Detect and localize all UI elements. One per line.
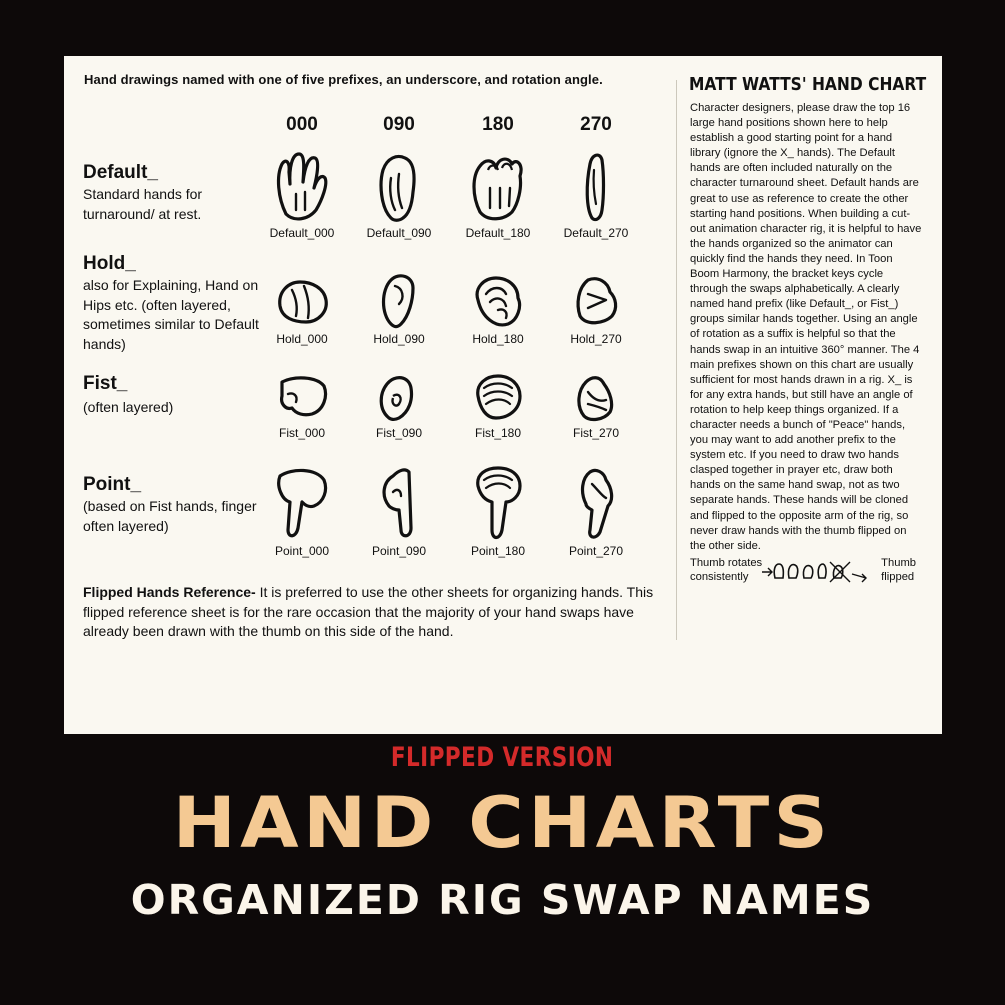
hand-fist-090 [359, 370, 439, 440]
row-title-default: Default_ [83, 162, 158, 183]
hand-hold-090 [359, 270, 439, 346]
fist-back-icon [468, 370, 528, 424]
thumb-rotates-label [690, 556, 762, 584]
hand-chart-sheet [64, 56, 942, 734]
hand-default-090 [359, 148, 439, 240]
caption-hold-090: Hold_090 [373, 332, 425, 346]
row-description-hold: also for Explaining, Hand on Hips etc. (often layered, sometimes similar to Default hands) [83, 277, 259, 352]
row-description-point: (based on Fist hands, finger often layered) [83, 498, 257, 534]
point-hand-side-icon [369, 462, 429, 542]
sidebar-title: MATT WATTS' HAND CHART [689, 74, 927, 95]
row-title-point: Point_ [83, 474, 142, 495]
banner-title [0, 782, 1005, 864]
angle-header-270: 270 [580, 114, 612, 135]
sidebar-body: Character designers, please draw the top 16 large hand positions shown here to help establish a good starting point for a hand library (ignore the X_ hands). The Default hands are often included naturally on the character turnaround sheet. Default hands are great to use as reference to create the other starting hand positions. When building a cut-out animation character rig, it is helpful to have the hands organized so the animator can quickly find the hands they need. In Toon Boom Harmony, the bracket keys cycle through the swaps alphabetically. A clearly named hand prefix (like Default_, or Fist_) groups similar hands together. Using an angle of rotation as a suffix is helpful so that the hands swap in an intuitive 360° manner. The 4 main prefixes shown on this chart are usually sufficient for most hands drawn in a rig. X_ is for any extra hands, but still have an angle of rotation to help keep things organized. If a character needs a bunch of "Peace" hands, you may want to add another prefix to the system etc. If you need to draw two hands clasped together in prayer etc, draw both hands on the same hand swap, not as two separate hands. These hands will be cloned and flipped to the opposite arm of the rig, so never draw hands with the thumb flipped on the other side. [690, 102, 922, 552]
thumb-rotation-legend [690, 556, 922, 588]
flipped-reference-text: It is preferred to use the other sheets for organizing hands. This flipped reference sheet is for the rare occasion that the majority of your hand swaps have already been drawn with the thumb on this side of the hand. [83, 584, 654, 639]
thumb-flipped-line-1: Thumb [881, 557, 916, 569]
caption-hold-270: Hold_270 [570, 332, 622, 346]
default-hand-icon [274, 148, 330, 224]
angle-header-000: 000 [286, 114, 318, 135]
caption-point-090: Point_090 [371, 544, 427, 558]
banner-title-text: HAND CHARTS [172, 782, 833, 864]
row-title-hold: Hold_ [83, 253, 136, 274]
caption-fist-180: Fist_180 [474, 426, 522, 440]
hand-fist-000 [262, 370, 342, 440]
caption-point-180: Point_180 [470, 544, 526, 558]
point-hand-icon [272, 462, 332, 542]
default-hand-side-icon [371, 148, 427, 224]
banner-tagline-text: ORGANIZED RIG SWAP NAMES [130, 876, 875, 924]
intro-text: Hand drawings named with one of five prefixes, an underscore, and rotation angle. [84, 72, 603, 87]
thumb-sequence-icon [762, 558, 870, 584]
banner-tagline [0, 876, 1005, 924]
hand-fist-270 [556, 370, 636, 440]
caption-default-180: Default_180 [465, 226, 531, 240]
thumb-flipped-line-2: flipped [881, 571, 915, 583]
fist-edge-icon [566, 370, 626, 424]
hand-point-180 [458, 462, 538, 558]
thumb-rotates-line-1: Thumb rotates [690, 557, 763, 569]
caption-default-090: Default_090 [366, 226, 432, 240]
caption-fist-090: Fist_090 [375, 426, 423, 440]
hold-hand-side-icon [369, 270, 429, 330]
caption-point-270: Point_270 [568, 544, 624, 558]
hand-default-180 [458, 148, 538, 240]
angle-header-180: 180 [482, 114, 514, 135]
caption-default-270: Default_270 [563, 226, 629, 240]
thumb-flipped-label [881, 556, 916, 584]
default-hand-back-icon [468, 148, 528, 224]
hand-point-090 [359, 462, 439, 558]
banner-subtitle [0, 742, 1005, 773]
fist-side-icon [369, 370, 429, 424]
hand-default-000 [262, 148, 342, 240]
point-hand-edge-icon [566, 462, 626, 542]
angle-header-090: 090 [383, 114, 415, 135]
row-description-fist: (often layered) [83, 399, 174, 415]
caption-fist-270: Fist_270 [572, 426, 620, 440]
point-hand-back-icon [468, 462, 528, 542]
row-description-default: Standard hands for turnaround/ at rest. [83, 186, 203, 222]
flipped-reference-label: Flipped Hands Reference- [83, 584, 256, 600]
flipped-reference-note [83, 583, 663, 642]
hand-point-270 [556, 462, 636, 558]
column-divider [676, 80, 677, 640]
hand-hold-270 [556, 270, 636, 346]
hand-hold-180 [458, 270, 538, 346]
hand-point-000 [262, 462, 342, 558]
caption-fist-000: Fist_000 [278, 426, 326, 440]
fist-icon [272, 370, 332, 424]
hand-hold-000 [262, 270, 342, 346]
caption-point-000: Point_000 [274, 544, 330, 558]
thumb-rotates-line-2: consistently [690, 571, 749, 583]
hold-hand-edge-icon [566, 270, 626, 330]
hold-hand-icon [272, 270, 332, 330]
row-title-fist: Fist_ [83, 373, 128, 394]
hand-default-270 [556, 148, 636, 240]
hand-fist-180 [458, 370, 538, 440]
banner-subtitle-text: FLIPPED VERSION [391, 742, 614, 773]
default-hand-edge-icon [568, 148, 624, 224]
caption-default-000: Default_000 [269, 226, 335, 240]
caption-hold-180: Hold_180 [472, 332, 524, 346]
hold-hand-back-icon [468, 270, 528, 330]
caption-hold-000: Hold_000 [276, 332, 328, 346]
